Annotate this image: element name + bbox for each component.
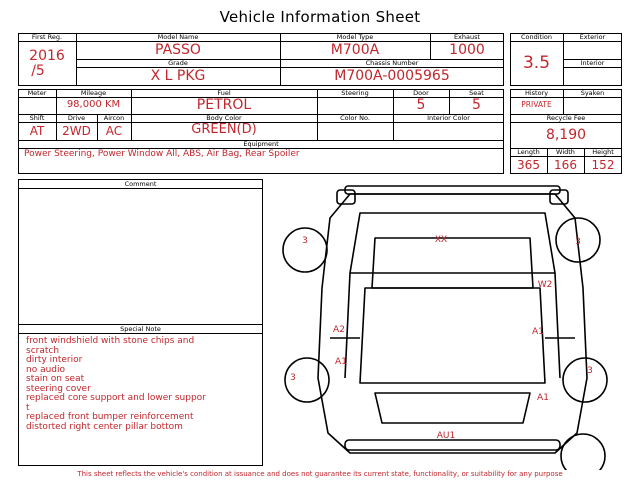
roof-outline <box>372 238 533 288</box>
mark-right-front-tire: 3 <box>575 237 581 247</box>
left-mirror-outline <box>337 190 355 204</box>
steering-label: Steering <box>341 89 369 97</box>
color-no-label: Color No. <box>340 114 370 122</box>
interior-label: Interior <box>580 59 605 67</box>
model-name-label: Model Name <box>157 33 199 41</box>
note-line: stain on seat <box>26 374 85 384</box>
length-value: 365 <box>517 158 540 172</box>
model-type-label: Model Type <box>336 33 374 41</box>
mark-right-front-door: W2 <box>537 280 553 290</box>
height-value: 152 <box>591 158 615 172</box>
recycle-fee-label: Recycle Fee <box>546 114 586 122</box>
syaken-label: Syaken <box>580 89 605 97</box>
recycle-fee-value: 8,190 <box>545 127 587 143</box>
right-door-line <box>555 273 560 378</box>
grade-value: X L PKG <box>150 68 206 84</box>
note-line: scratch <box>26 345 60 356</box>
rear-window-outline <box>375 393 530 423</box>
note-line: distorted right center pillar bottom <box>26 421 183 432</box>
equipment-value: Power Steering, Power Window All, ABS, Air Bag, Rear Spoiler <box>24 149 300 159</box>
mark-left-sill: A1 <box>335 357 347 367</box>
left-front-tire <box>283 228 327 272</box>
meter-label: Meter <box>27 89 47 97</box>
history-label: History <box>524 89 549 97</box>
body-color-value: GREEN(D) <box>191 122 257 137</box>
seat-label: Seat <box>469 89 484 97</box>
mark-right-rear-quarter: A1 <box>537 393 549 403</box>
note-line: no audio <box>26 364 66 375</box>
shift-label: Shift <box>29 114 45 122</box>
special-note-label: Special Note <box>120 325 161 333</box>
model-type-value: M700A <box>330 42 380 58</box>
condition-value: 3.5 <box>522 53 551 73</box>
fuel-value: PETROL <box>196 97 252 113</box>
equipment-label: Equipment <box>243 140 279 148</box>
first-reg-month: /5 <box>31 63 45 79</box>
front-bumper-outline <box>345 186 560 194</box>
first-reg-label: First Reg. <box>31 33 63 41</box>
mark-left-front-tire: 3 <box>302 236 308 246</box>
cabin-outline <box>360 288 545 383</box>
spare-tire <box>561 434 605 470</box>
door-label: Door <box>413 89 429 97</box>
mileage-value: 98,000 KM <box>66 99 121 110</box>
first-reg-year: 2016 <box>29 48 65 64</box>
model-name-value: PASSO <box>155 42 201 58</box>
mark-left-front-door: A2 <box>333 325 345 335</box>
aircon-value: AC <box>105 124 123 138</box>
right-rear-tire <box>563 358 607 402</box>
mark-right-rear-door: A1 <box>532 327 544 337</box>
drive-value: 2WD <box>62 124 91 138</box>
note-line: front windshield with stone chips and <box>26 336 195 346</box>
car-diagram <box>265 178 640 470</box>
length-label: Length <box>517 148 540 156</box>
exhaust-label: Exhaust <box>453 33 481 41</box>
mark-left-rear-tire: 3 <box>290 373 296 383</box>
chassis-label: Chassis Number <box>365 59 419 67</box>
mark-rear-bumper: AU1 <box>436 431 456 441</box>
right-mirror-outline <box>550 190 568 204</box>
note-line: t <box>26 402 30 413</box>
note-line: replaced core support and lower suppor <box>26 393 206 403</box>
width-label: Width <box>556 148 575 156</box>
comment-label: Comment <box>124 180 157 188</box>
sheet-title: Vehicle Information Sheet <box>219 8 421 26</box>
mark-right-rear-tire: 3 <box>587 366 593 376</box>
width-value: 166 <box>554 158 577 172</box>
grade-label: Grade <box>168 59 188 67</box>
fuel-label: Fuel <box>217 89 231 97</box>
height-label: Height <box>592 148 614 156</box>
exterior-label: Exterior <box>579 33 606 41</box>
door-value: 5 <box>416 97 426 113</box>
disclaimer-footer: This sheet reflects the vehicle's condition at issuance and does not guarantee its current state, functionality, or suitability for any purpose <box>77 470 563 478</box>
mileage-label: Mileage <box>80 89 107 97</box>
chassis-value: M700A-0005965 <box>334 68 450 84</box>
history-value: PRIVATE <box>521 100 552 109</box>
drive-label: Drive <box>67 114 86 122</box>
mark-windshield: XX <box>434 235 448 245</box>
shift-value: AT <box>29 124 45 138</box>
exhaust-value: 1000 <box>449 42 485 58</box>
rear-bumper-outline <box>345 440 560 450</box>
note-line: replaced front bumper reinforcement <box>26 412 194 422</box>
note-line: steering cover <box>26 383 91 394</box>
condition-label: Condition <box>520 33 553 41</box>
hood-outline <box>350 213 555 273</box>
special-note-text <box>26 337 261 432</box>
aircon-label: Aircon <box>103 114 125 122</box>
note-line: dirty interior <box>26 355 83 365</box>
interior-color-label: Interior Color <box>427 114 470 122</box>
body-color-label: Body Color <box>206 114 242 122</box>
car-body-outline <box>318 194 587 453</box>
seat-value: 5 <box>472 97 481 113</box>
